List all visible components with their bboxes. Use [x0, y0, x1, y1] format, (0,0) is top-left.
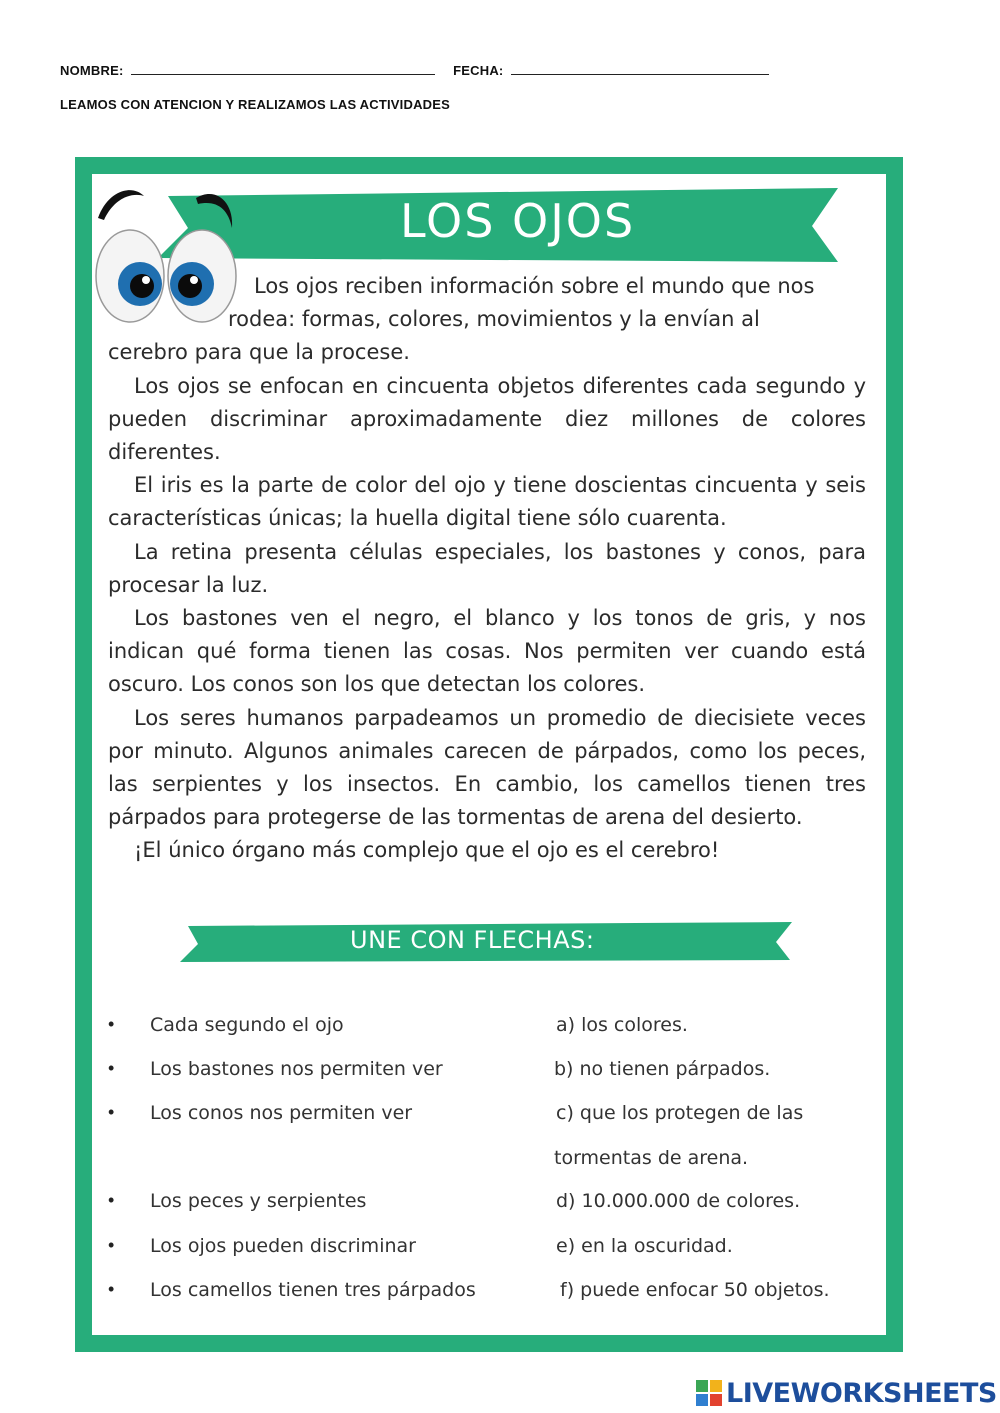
- match-right-item[interactable]: f) puede enfocar 50 objetos.: [560, 1279, 830, 1301]
- match-left-item[interactable]: Los conos nos permiten ver: [150, 1102, 413, 1124]
- bullet: •: [108, 1279, 115, 1299]
- intro-paragraph: [228, 270, 866, 336]
- nombre-field-line[interactable]: [131, 62, 435, 75]
- match-left-item[interactable]: Los ojos pueden discriminar: [150, 1235, 416, 1257]
- bullet: •: [108, 1235, 115, 1255]
- paragraph: Los seres humanos parpadeamos un promedio de diecisiete veces por minuto. Algunos animales carecen de párpados, como los peces, las serpientes y los insectos. En cambio, los camellos tienen tres párpados para protegerse de las tormentas de arena del desierto.: [108, 705, 866, 830]
- paragraph: La retina presenta células especiales, los bastones y conos, para procesar la luz.: [108, 539, 866, 597]
- bullet: •: [108, 1102, 115, 1122]
- fecha-label: FECHA:: [453, 63, 504, 78]
- match-right-item-continued: tormentas de arena.: [554, 1147, 749, 1169]
- fecha-field-line[interactable]: [511, 62, 769, 75]
- bullet: •: [108, 1190, 115, 1210]
- match-right-item[interactable]: b) no tienen párpados.: [554, 1058, 771, 1080]
- match-left-item[interactable]: Cada segundo el ojo: [150, 1014, 344, 1036]
- bullet: •: [108, 1014, 115, 1034]
- nombre-label: NOMBRE:: [60, 63, 124, 78]
- match-right-item[interactable]: e) en la oscuridad.: [556, 1235, 733, 1257]
- intro-line-3: cerebro para que la procese.: [108, 340, 410, 365]
- reading-title: LOS OJOS: [400, 194, 636, 248]
- intro-line-1: Los ojos reciben información sobre el mundo que nos: [254, 274, 815, 298]
- match-right-item[interactable]: a) los colores.: [556, 1014, 688, 1036]
- paragraph-closing: ¡El único órgano más complejo que el ojo es el cerebro!: [134, 838, 720, 863]
- match-left-item[interactable]: Los bastones nos permiten ver: [150, 1058, 443, 1080]
- bullet: •: [108, 1058, 115, 1078]
- instruction-text: LEAMOS CON ATENCION Y REALIZAMOS LAS ACTIVIDADES: [60, 97, 450, 112]
- paragraph: Los ojos se enfocan en cincuenta objetos diferentes cada segundo y pueden discriminar aproximadamente diez millones de colores diferentes.: [108, 373, 866, 465]
- liveworksheets-brand-text: LIVEWORKSHEETS: [726, 1378, 997, 1409]
- name-date-row: [60, 62, 769, 78]
- match-right-item[interactable]: c) que los protegen de las: [556, 1102, 804, 1124]
- paragraph: El iris es la parte de color del ojo y tiene doscientas cincuenta y seis características únicas; la huella digital tiene sólo cuarenta.: [108, 473, 866, 531]
- match-left-item[interactable]: Los peces y serpientes: [150, 1190, 367, 1212]
- match-right-item[interactable]: d) 10.000.000 de colores.: [556, 1190, 801, 1212]
- activity-title: UNE CON FLECHAS:: [350, 926, 595, 954]
- paragraph: Los bastones ven el negro, el blanco y los tonos de gris, y nos indican qué forma tienen las cosas. Nos permiten ver cuando está oscuro. Los conos son los que detectan los colores.: [108, 606, 866, 697]
- match-left-item[interactable]: Los camellos tienen tres párpados: [150, 1279, 476, 1301]
- liveworksheets-logo-icon: [696, 1380, 722, 1406]
- reading-body: [108, 270, 866, 868]
- intro-line-2: rodea: formas, colores, movimientos y la envían al: [228, 307, 760, 332]
